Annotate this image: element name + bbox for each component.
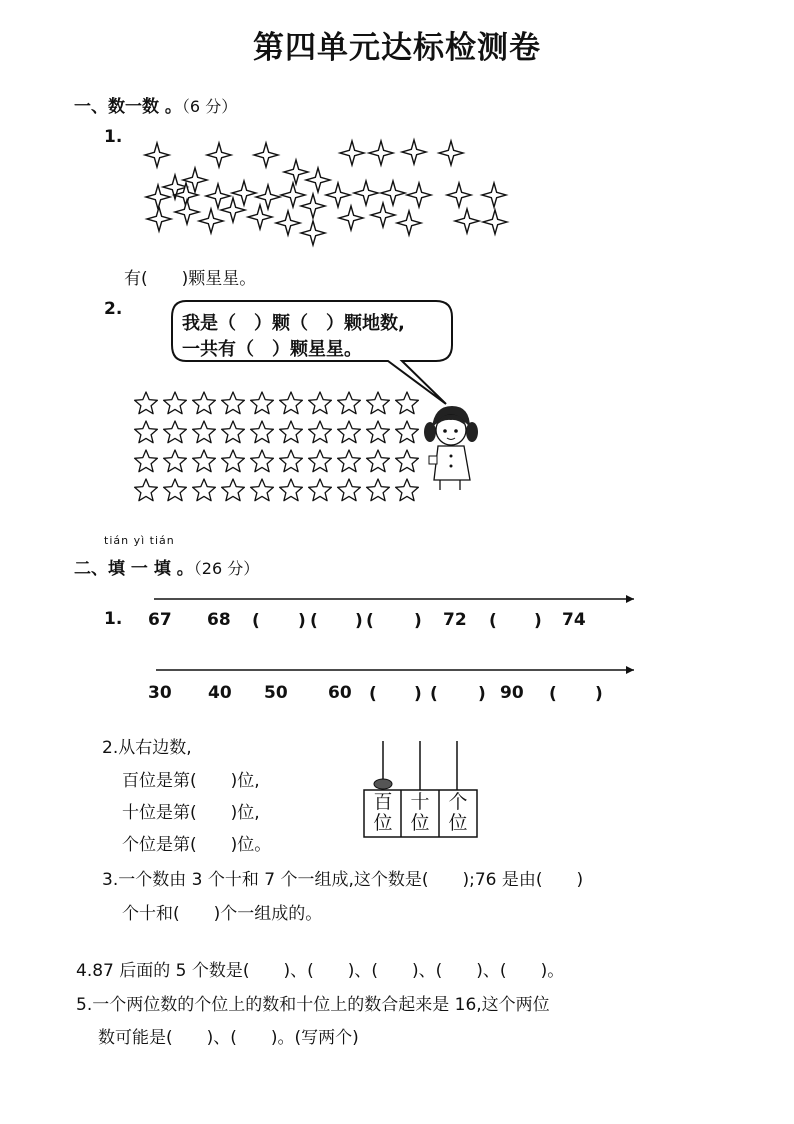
- bubble-line-1: 我是（ ）颗（ ）颗地数,: [182, 313, 405, 334]
- s2-q5-line1: 5.一个两位数的个位上的数和十位上的数合起来是 16,这个两位: [76, 995, 550, 1015]
- section2-pinyin: tián yì tián: [104, 534, 175, 547]
- s2-q3-line2: 个十和( )个一组成的。: [122, 904, 323, 924]
- s2-q3-line1: 3.一个数由 3 个十和 7 个一组成,这个数是( );76 是由( ): [102, 870, 584, 890]
- line1-value: 72: [443, 610, 467, 630]
- abacus-char: 个: [448, 791, 468, 813]
- line1-paren: ): [414, 611, 422, 631]
- s2-q2-intro: 2.从右边数,: [102, 738, 192, 758]
- abacus-tens-label: [405, 792, 435, 834]
- section2-score: （26 分）: [193, 559, 260, 578]
- s2-q1-number: 1.: [104, 609, 123, 629]
- line1-paren: ): [534, 611, 542, 631]
- abacus-char: 百: [373, 791, 393, 813]
- s2-q5-line2: 数可能是( )、( )。(写两个): [98, 1028, 359, 1048]
- s2-q4: 4.87 后面的 5 个数是( )、( )、( )、( )、( )。: [76, 961, 565, 981]
- abacus-char: 位: [410, 812, 430, 834]
- s2-q2-ones: 个位是第( )位。: [122, 835, 272, 855]
- s2-q2-tens: 十位是第( )位,: [122, 803, 260, 823]
- s1-q1-answer: 有( )颗星星。: [124, 269, 257, 289]
- line2-value: 50: [264, 683, 288, 703]
- section2-heading-text: 二、填 一 填 。: [74, 559, 194, 579]
- line2-paren: (: [430, 684, 438, 704]
- s1-q1-number: 1.: [104, 127, 123, 147]
- line1-value: 67: [148, 610, 172, 630]
- line2-value: 60: [328, 683, 352, 703]
- section1-heading-text: 一、数一数 。: [74, 97, 182, 117]
- line2-paren: (: [549, 684, 557, 704]
- abacus-ones-label: [443, 792, 473, 834]
- line2-paren: ): [595, 684, 603, 704]
- line2-value: 90: [500, 683, 524, 703]
- abacus-char: 十: [410, 791, 430, 813]
- abacus-hundreds-label: [368, 792, 398, 834]
- line1-paren: (: [310, 611, 318, 631]
- line2-paren: (: [369, 684, 377, 704]
- abacus-char: 位: [373, 812, 393, 834]
- line2-value: 40: [208, 683, 232, 703]
- line1-value: 74: [562, 610, 586, 630]
- section1-score: （6 分）: [181, 97, 238, 116]
- line1-paren: (: [366, 611, 374, 631]
- abacus-char: 位: [448, 812, 468, 834]
- s1-q2-number: 2.: [104, 299, 123, 319]
- line1-paren: ): [298, 611, 306, 631]
- s2-q2-hundreds: 百位是第( )位,: [122, 771, 260, 791]
- line2-paren: ): [414, 684, 422, 704]
- line2-value: 30: [148, 683, 172, 703]
- bubble-line-2: 一共有（ ）颗星星。: [182, 339, 362, 360]
- line1-paren: ): [355, 611, 363, 631]
- line1-paren: (: [489, 611, 497, 631]
- line2-paren: ): [478, 684, 486, 704]
- line1-value: 68: [207, 610, 231, 630]
- page-title: 第四单元达标检测卷: [253, 30, 541, 66]
- line1-paren: (: [252, 611, 260, 631]
